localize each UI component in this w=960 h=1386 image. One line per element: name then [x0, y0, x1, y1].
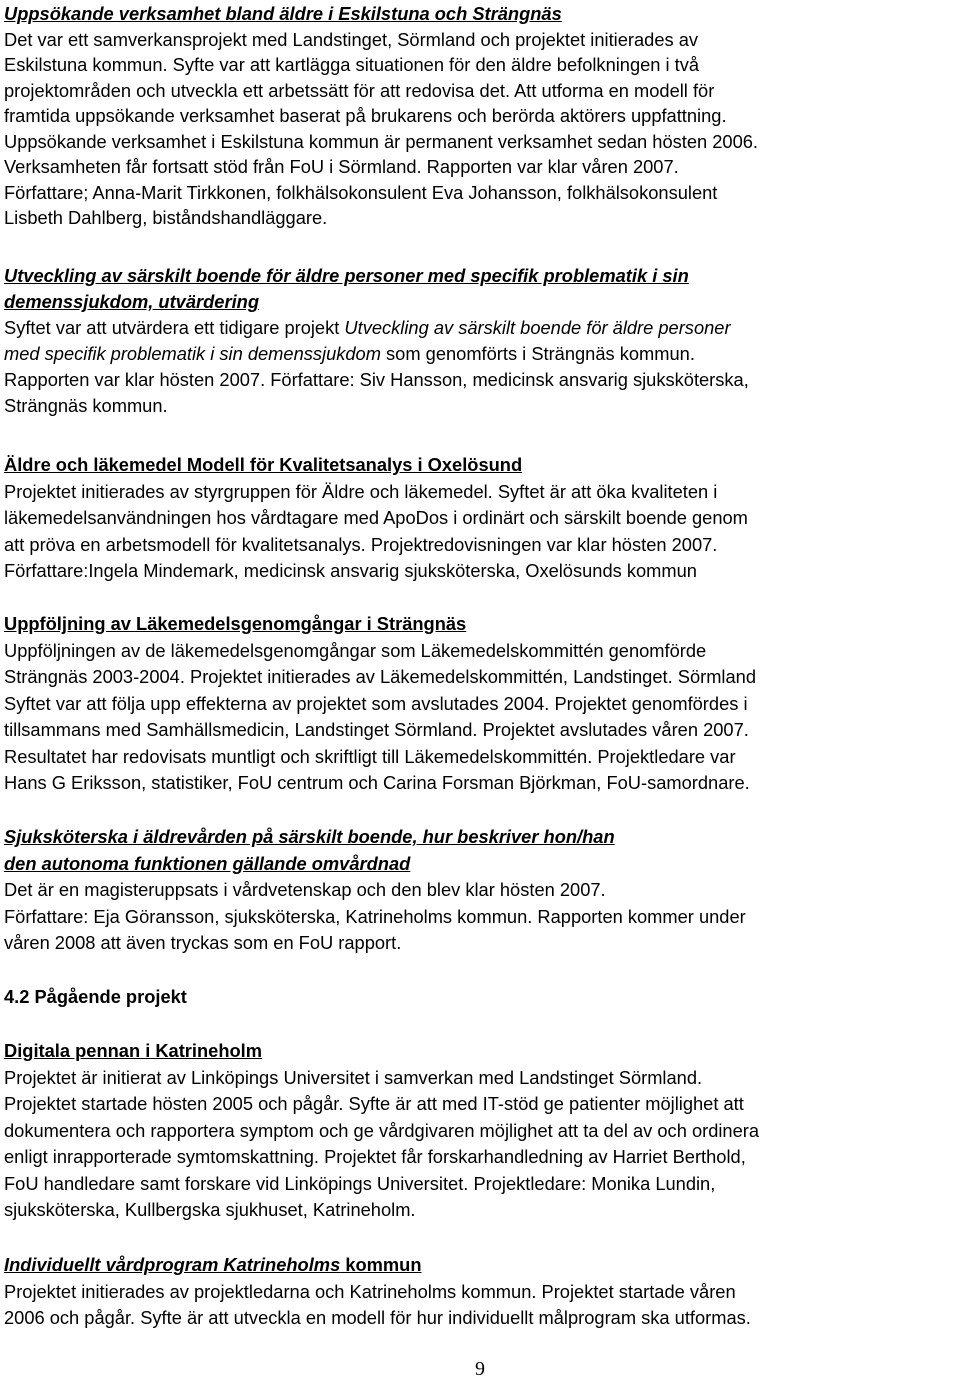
- body-line: Projektet startade hösten 2005 och pågår. Syfte är att med IT-stöd ge patienter möjlighet att: [4, 1093, 744, 1114]
- body-line: Uppsökande verksamhet i Eskilstuna kommun är permanent verksamhet sedan hösten 2006.: [4, 130, 758, 152]
- section-title: Uppföljning av Läkemedelsgenomgångar i Strängnäs: [4, 613, 467, 634]
- body-line: Strängnäs 2003-2004. Projektet initierades av Läkemedelskommittén, Landstinget. Sörmland: [4, 666, 756, 687]
- section-title-line-2: demenssjukdom, utvärdering: [4, 291, 259, 312]
- body-line: Strängnäs kommun.: [4, 395, 168, 416]
- section-utveckling: [4, 263, 958, 419]
- body-line: Resultatet har redovisats muntligt och skriftligt till Läkemedelskommittén. Projektledare var: [4, 745, 736, 767]
- body-line: Rapporten var klar hösten 2007. Författare: Siv Hansson, medicinsk ansvarig sjuksköterska,: [4, 369, 749, 390]
- project-name-italic: Utveckling av särskilt boende för äldre personer: [344, 317, 731, 338]
- body-line: Författare; Anna-Marit Tirkkonen, folkhälsokonsulent Eva Johansson, folkhälsokonsulent: [4, 181, 718, 203]
- section-title: Äldre och läkemedel Modell för Kvalitetsanalys i Oxelösund: [4, 454, 523, 475]
- body-line: [4, 315, 958, 341]
- body-line: enligt inrapporterade symtomskattning. Projektet får forskarhandledning av Harriet Berthold,: [4, 1146, 746, 1167]
- section-title-plain: kommun: [340, 1254, 422, 1275]
- body-line: läkemedelsanvändningen hos vårdtagare med ApoDos i ordinärt och särskilt boende genom: [4, 507, 748, 528]
- body-line: Eskilstuna kommun. Syfte var att kartlägga situationen för den äldre befolkningen i två: [4, 54, 700, 75]
- body-line: Syftet var att följa upp effekterna av projektet som avslutades 2004. Projektet genomfördes i: [4, 692, 748, 714]
- body-line: Det var ett samverkansprojekt med Landstinget, Sörmland och projektet initierades av: [4, 28, 699, 50]
- section-title-line-1: Sjuksköterska i äldrevården på särskilt boende, hur beskriver hon/han: [4, 826, 615, 847]
- section-uppfoljning: [4, 611, 958, 797]
- section-individuellt-vardprogram: [4, 1252, 958, 1332]
- section-title: Digitala pennan i Katrineholm: [4, 1040, 262, 1061]
- body-line: FoU handledare samt forskare vid Linköpings Universitet. Projektledare: Monika Lundin,: [4, 1172, 716, 1194]
- body-line: Uppföljningen av de läkemedelsgenomgångar som Läkemedelskommittén genomförde: [4, 639, 707, 661]
- section-sjukskoterska: [4, 824, 958, 957]
- page-number: 9: [475, 1358, 485, 1380]
- section-pagaende: [4, 984, 958, 1010]
- section-title-line-1: Utveckling av särskilt boende för äldre personer med specifik problematik i sin: [4, 265, 689, 286]
- body-line: Författare: Eja Göransson, sjuksköterska, Katrineholms kommun. Rapporten kommer under: [4, 905, 746, 927]
- body-line: Hans G Eriksson, statistiker, FoU centrum och Carina Forsman Björkman, FoU-samordnare.: [4, 772, 750, 793]
- section-aldre-lakemedel: [4, 452, 958, 585]
- project-name-italic: med specifik problematik i sin demenssjukdom: [4, 343, 381, 364]
- body-line: att pröva en arbetsmodell för kvalitetsanalys. Projektredovisningen var klar hösten 2007.: [4, 533, 718, 555]
- body-line: [4, 341, 958, 367]
- body-line: sjuksköterska, Kullbergska sjukhuset, Katrineholm.: [4, 1199, 416, 1220]
- body-line: Det är en magisteruppsats i vårdvetenskap och den blev klar hösten 2007.: [4, 879, 606, 900]
- body-line: Projektet är initierat av Linköpings Universitet i samverkan med Landstinget Sörmland.: [4, 1066, 703, 1088]
- body-line: 2006 och pågår. Syfte är att utveckla en modell för hur individuellt målprogram ska utformas.: [4, 1307, 751, 1328]
- section-digitala-pennan: [4, 1038, 958, 1224]
- section-uppsokande: [4, 1, 958, 231]
- section-title: [4, 1252, 958, 1279]
- body-line: projektområden och utveckla ett arbetssätt för att redovisa det. Att utforma en modell för: [4, 79, 715, 101]
- body-line: våren 2008 att även tryckas som en FoU rapport.: [4, 932, 402, 953]
- body-line: Lisbeth Dahlberg, biståndshandläggare.: [4, 207, 328, 228]
- section-title: Uppsökande verksamhet bland äldre i Eskilstuna och Strängnäs: [4, 3, 562, 24]
- chapter-heading: 4.2 Pågående projekt: [4, 986, 187, 1007]
- body-line: framtida uppsökande verksamhet baserat på brukarens och berörda aktörers uppfattning.: [4, 105, 727, 126]
- body-line: dokumentera och rapportera symptom och ge vårdgivaren möjlighet att ta del av och ordinera: [4, 1119, 760, 1141]
- body-line: Projektet initierades av styrgruppen för Äldre och läkemedel. Syftet är att öka kvaliteten i: [4, 480, 718, 502]
- body-text: som genomförts i Strängnäs kommun.: [380, 343, 695, 364]
- body-line: Projektet initierades av projektledarna och Katrineholms kommun. Projektet startade våren: [4, 1280, 736, 1302]
- body-text: Syftet var att utvärdera ett tidigare projekt: [4, 317, 345, 338]
- body-line: tillsammans med Samhällsmedicin, Landstinget Sörmland. Projektet avslutades våren 2007.: [4, 719, 749, 740]
- body-line: Verksamheten får fortsatt stöd från FoU i Sörmland. Rapporten var klar våren 2007.: [4, 156, 679, 177]
- body-line: Författare:Ingela Mindemark, medicinsk ansvarig sjuksköterska, Oxelösunds kommun: [4, 560, 697, 581]
- section-title-italic: Individuellt vårdprogram Katrineholms: [4, 1254, 341, 1275]
- section-title-line-2: den autonoma funktionen gällande omvårdnad: [4, 852, 411, 874]
